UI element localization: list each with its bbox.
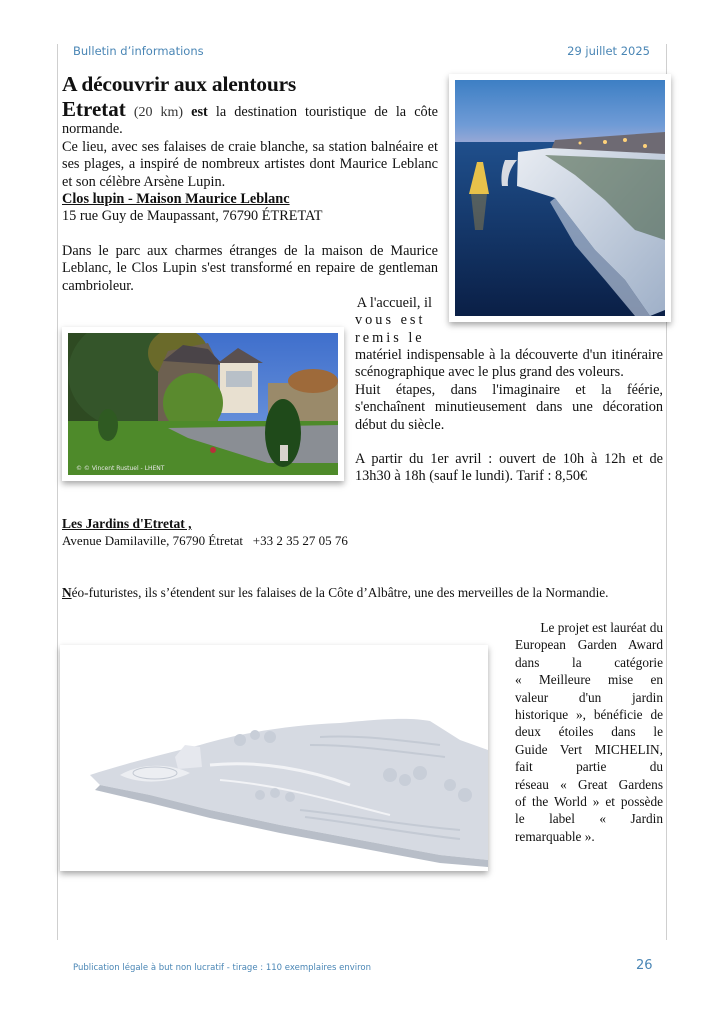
laureat-line: European Garden Award	[515, 637, 663, 653]
laureat-line: deux étoiles dans le	[515, 724, 663, 740]
jardins-model-image	[60, 645, 488, 871]
laureat-line: valeur d'un jardin	[515, 689, 663, 705]
accueil-narrow-text	[345, 295, 435, 347]
intro-section	[62, 97, 439, 295]
intro-paragraph: Ce lieu, avec ses falaises de craie blanche, sa station balnéaire et ses plages, a inspiré de nombreux artistes dont Maurice Leblanc et son célèbre Arsène Lupin.	[62, 138, 438, 190]
clos-lupin-photo	[62, 327, 344, 481]
accueil-wide-text	[355, 347, 663, 486]
footer-notice: Publication légale à but non lucratif - tirage : 110 exemplaires environ	[73, 963, 371, 973]
intro-place: Etretat	[62, 97, 126, 121]
accueil-rest: matériel indispensable à la découverte d'un itinéraire scénographique avec le plus grand des voleurs.	[355, 347, 663, 381]
laureat-line: fait partie du	[515, 759, 663, 775]
jardins-intro	[62, 584, 662, 601]
accueil-line: A l'accueil, il	[356, 295, 432, 311]
laureat-line: of the World » et possède	[515, 794, 663, 810]
header-date: 29 juillet 2025	[567, 44, 650, 58]
laureat-line: dans la catégorie	[515, 654, 663, 670]
laureat-line: Le projet est lauréat du	[540, 620, 663, 635]
page-border-left	[57, 44, 58, 940]
laureat-line: le label « Jardin	[515, 811, 663, 827]
accueil-line: vous est	[355, 312, 426, 329]
jardins-heading: Les Jardins d'Etretat ,	[62, 516, 192, 531]
intro-est: est	[191, 104, 208, 120]
clos-lupin-heading: Clos lupin - Maison Maurice Leblanc	[62, 191, 290, 208]
etretat-cliffs-photo	[449, 74, 671, 322]
intro-distance: (20 km)	[133, 105, 184, 120]
accueil-line: remis le	[355, 329, 425, 346]
jardins-intro-initial: N	[62, 585, 72, 600]
jardins-intro-rest: éo-futuristes, ils s’étendent sur les falaises de la Côte d’Albâtre, une des merveilles de la Normandie.	[71, 585, 609, 600]
horaires-paragraph: A partir du 1er avril : ouvert de 10h à 12h et de 13h30 à 18h (sauf le lundi). Tarif : 8,50€	[355, 451, 663, 485]
laureat-line: réseau « Great Gardens	[515, 776, 663, 792]
page-number: 26	[636, 958, 653, 973]
header-publication: Bulletin d’informations	[73, 44, 204, 58]
clos-lupin-description: Dans le parc aux charmes étranges de la maison de Maurice Leblanc, le Clos Lupin s'est transformé en repaire de gentleman cambrioleur.	[62, 242, 438, 294]
photo-credit: © © Vincent Rustuel - LHENT	[76, 465, 165, 472]
laureat-text	[505, 619, 663, 845]
laureat-line: historique », bénéficie de	[515, 707, 663, 723]
laureat-line: remarquable ».	[515, 828, 595, 844]
jardins-phone: +33 2 35 27 05 76	[252, 533, 348, 548]
laureat-line: Guide Vert MICHELIN,	[515, 741, 663, 757]
intro-lead-rest: la destination touristique de la côte normande.	[62, 104, 439, 138]
intro-lead	[62, 97, 439, 139]
clos-lupin-address: 15 rue Guy de Maupassant, 76790 ÉTRETAT	[62, 208, 323, 225]
page-title: A découvrir aux alentours	[62, 72, 297, 96]
jardins-section	[62, 515, 392, 549]
laureat-line: « Meilleure mise en	[515, 672, 663, 688]
etapes-paragraph: Huit étapes, dans l'imaginaire et la féérie, s'enchaînent minutieusement dans une décoration début du siècle.	[355, 381, 663, 433]
jardins-address: Avenue Damilaville, 76790 Étretat	[62, 533, 243, 548]
